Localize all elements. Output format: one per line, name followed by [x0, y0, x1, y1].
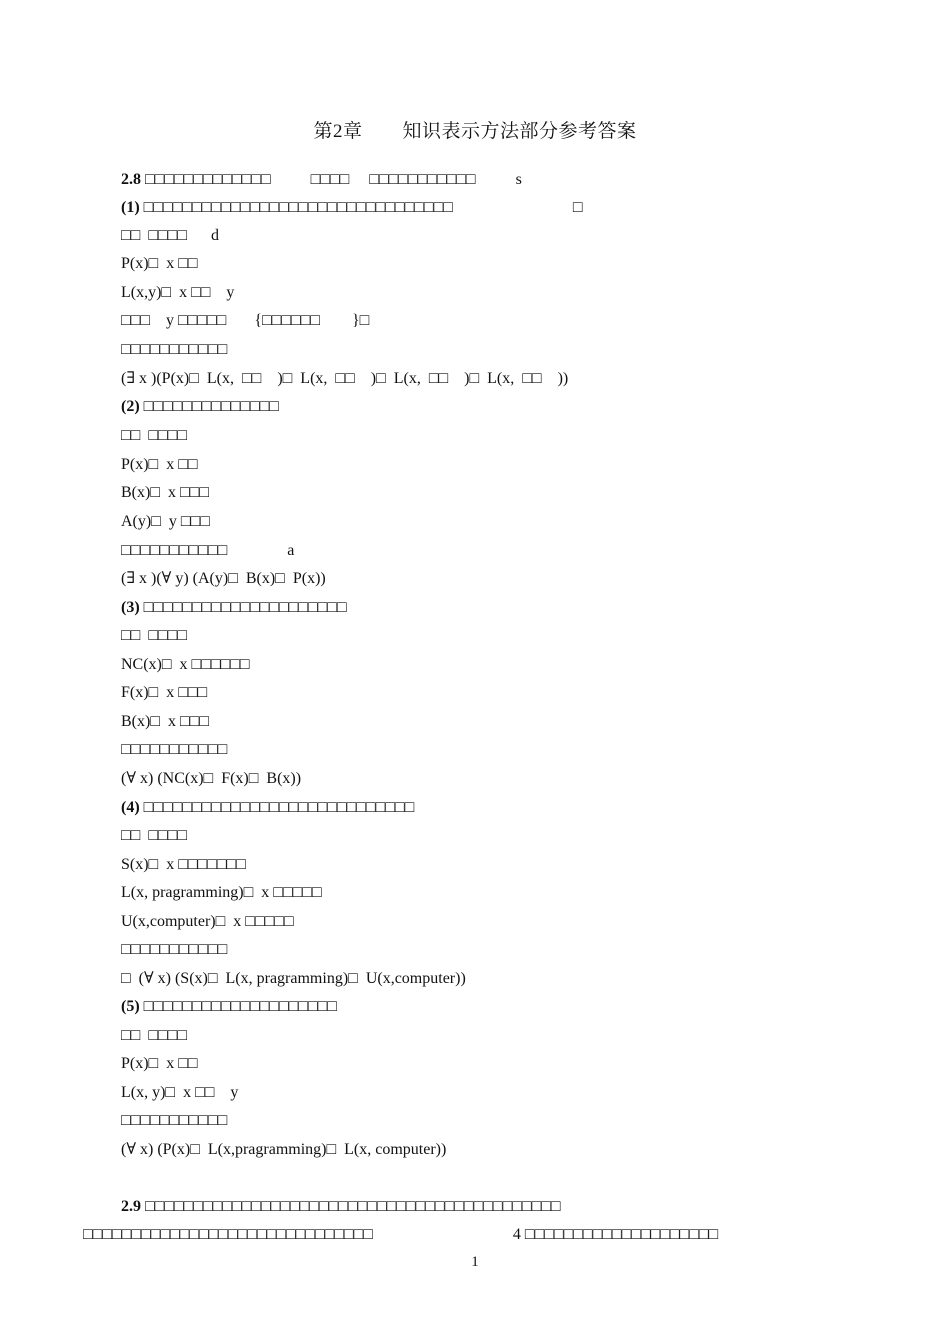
- text-line: □□ □□□□: [121, 827, 187, 844]
- section-marker: 2.9: [121, 1198, 141, 1215]
- formula-line: (∀ x) (NC(x)□ F(x)□ B(x)): [121, 770, 302, 787]
- text-line: □□□□□□□□□□□□□□□□□□□□□□□□□□□□□□ 4 □□□□□□□□□□□□□□□□□□□□: [83, 1226, 719, 1243]
- text-line: □□ □□□□: [121, 427, 187, 444]
- page-number: 1: [471, 1254, 479, 1270]
- text-line: (3) □□□□□□□□□□□□□□□□□□□□□: [121, 599, 347, 616]
- text-line: 2.8 □□□□□□□□□□□□□ □□□□ □□□□□□□□□□□ s: [121, 171, 522, 188]
- text-line: P(x)□ x □□: [121, 456, 198, 473]
- text-line: NC(x)□ x □□□□□□: [121, 656, 250, 673]
- text-line: □□ □□□□: [121, 627, 187, 644]
- section-marker: (5): [121, 998, 140, 1015]
- text-line: □□□□□□□□□□□: [121, 941, 228, 958]
- text-line: □□□ y □□□□□ {□□□□□□ }□: [121, 312, 370, 329]
- formula-line: (∃ x )(∀ y) (A(y)□ B(x)□ P(x)): [121, 570, 326, 587]
- text-line: A(y)□ y □□□: [121, 513, 210, 530]
- text-line: □□□□□□□□□□□: [121, 1112, 228, 1129]
- text-line: P(x)□ x □□: [121, 1055, 198, 1072]
- section-marker: 2.8: [121, 171, 141, 188]
- text-line: □□ □□□□: [121, 1027, 187, 1044]
- text-line: F(x)□ x □□□: [121, 684, 208, 701]
- section-marker: (2): [121, 398, 140, 415]
- formula-line: (∀ x) (P(x)□ L(x,pragramming)□ L(x, computer)): [121, 1141, 447, 1158]
- section-marker: (1): [121, 199, 140, 216]
- text-line: U(x,computer)□ x □□□□□: [121, 913, 294, 930]
- text-line: □□□□□□□□□□□: [121, 341, 228, 358]
- text-line: □□□□□□□□□□□ a: [121, 542, 295, 559]
- text-line: B(x)□ x □□□: [121, 713, 209, 730]
- title-text: 知识表示方法部分参考答案: [402, 121, 637, 142]
- text-line: (1) □□□□□□□□□□□□□□□□□□□□□□□□□□□□□□□□ □: [121, 199, 583, 216]
- text-line: (4) □□□□□□□□□□□□□□□□□□□□□□□□□□□□: [121, 799, 415, 816]
- formula-line: (∃ x )(P(x)□ L(x, □□ )□ L(x, □□ )□ L(x, □□ )□ L(x, □□ )): [121, 370, 569, 387]
- text-line: B(x)□ x □□□: [121, 484, 209, 501]
- text-line: P(x)□ x □□: [121, 255, 198, 272]
- text-line: □□□□□□□□□□□: [121, 741, 228, 758]
- formula-line: □ (∀ x) (S(x)□ L(x, pragramming)□ U(x,computer)): [121, 970, 466, 987]
- section-marker: (3): [121, 599, 140, 616]
- page-title: [0, 116, 950, 143]
- text-line: L(x,y)□ x □□ y: [121, 284, 235, 301]
- chapter-label: 第2章: [313, 121, 363, 142]
- text-line: (2) □□□□□□□□□□□□□□: [121, 398, 279, 415]
- text-line: S(x)□ x □□□□□□□: [121, 856, 246, 873]
- section-marker: (4): [121, 799, 140, 816]
- text-line: □□ □□□□ d: [121, 227, 219, 244]
- text-line: (5) □□□□□□□□□□□□□□□□□□□□: [121, 998, 337, 1015]
- text-line: L(x, y)□ x □□ y: [121, 1084, 239, 1101]
- text-line: 2.9 □□□□□□□□□□□□□□□□□□□□□□□□□□□□□□□□□□□□□□□□□□□: [121, 1198, 561, 1215]
- text-line: L(x, pragramming)□ x □□□□□: [121, 884, 322, 901]
